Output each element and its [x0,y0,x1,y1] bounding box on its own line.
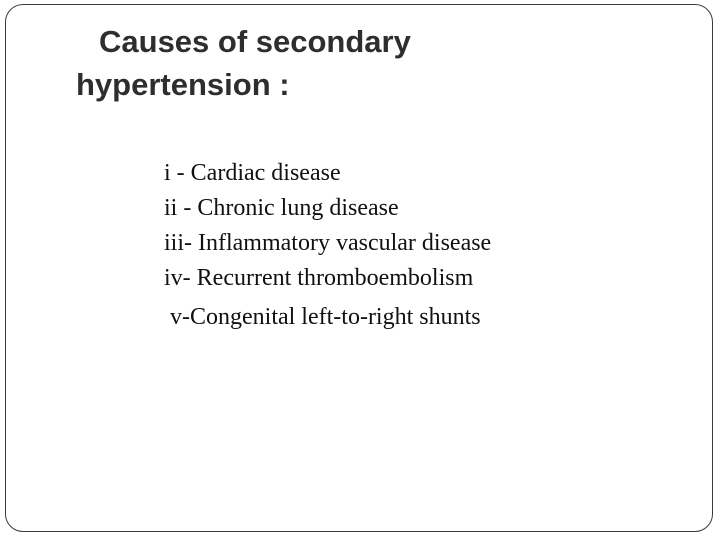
list-item: i - Cardiac disease [164,160,341,186]
slide-title-line-1: Causes of secondary [99,24,411,59]
causes-list [164,156,491,335]
list-item: iii- Inflammatory vascular disease [164,230,492,256]
list-item: ii - Chronic lung disease [164,195,399,221]
list-item: v-Congenital left-to-right shunts [170,304,481,330]
list-item: iv- Recurrent thromboembolism [164,265,474,291]
slide-title-line-2: hypertension : [76,67,290,102]
